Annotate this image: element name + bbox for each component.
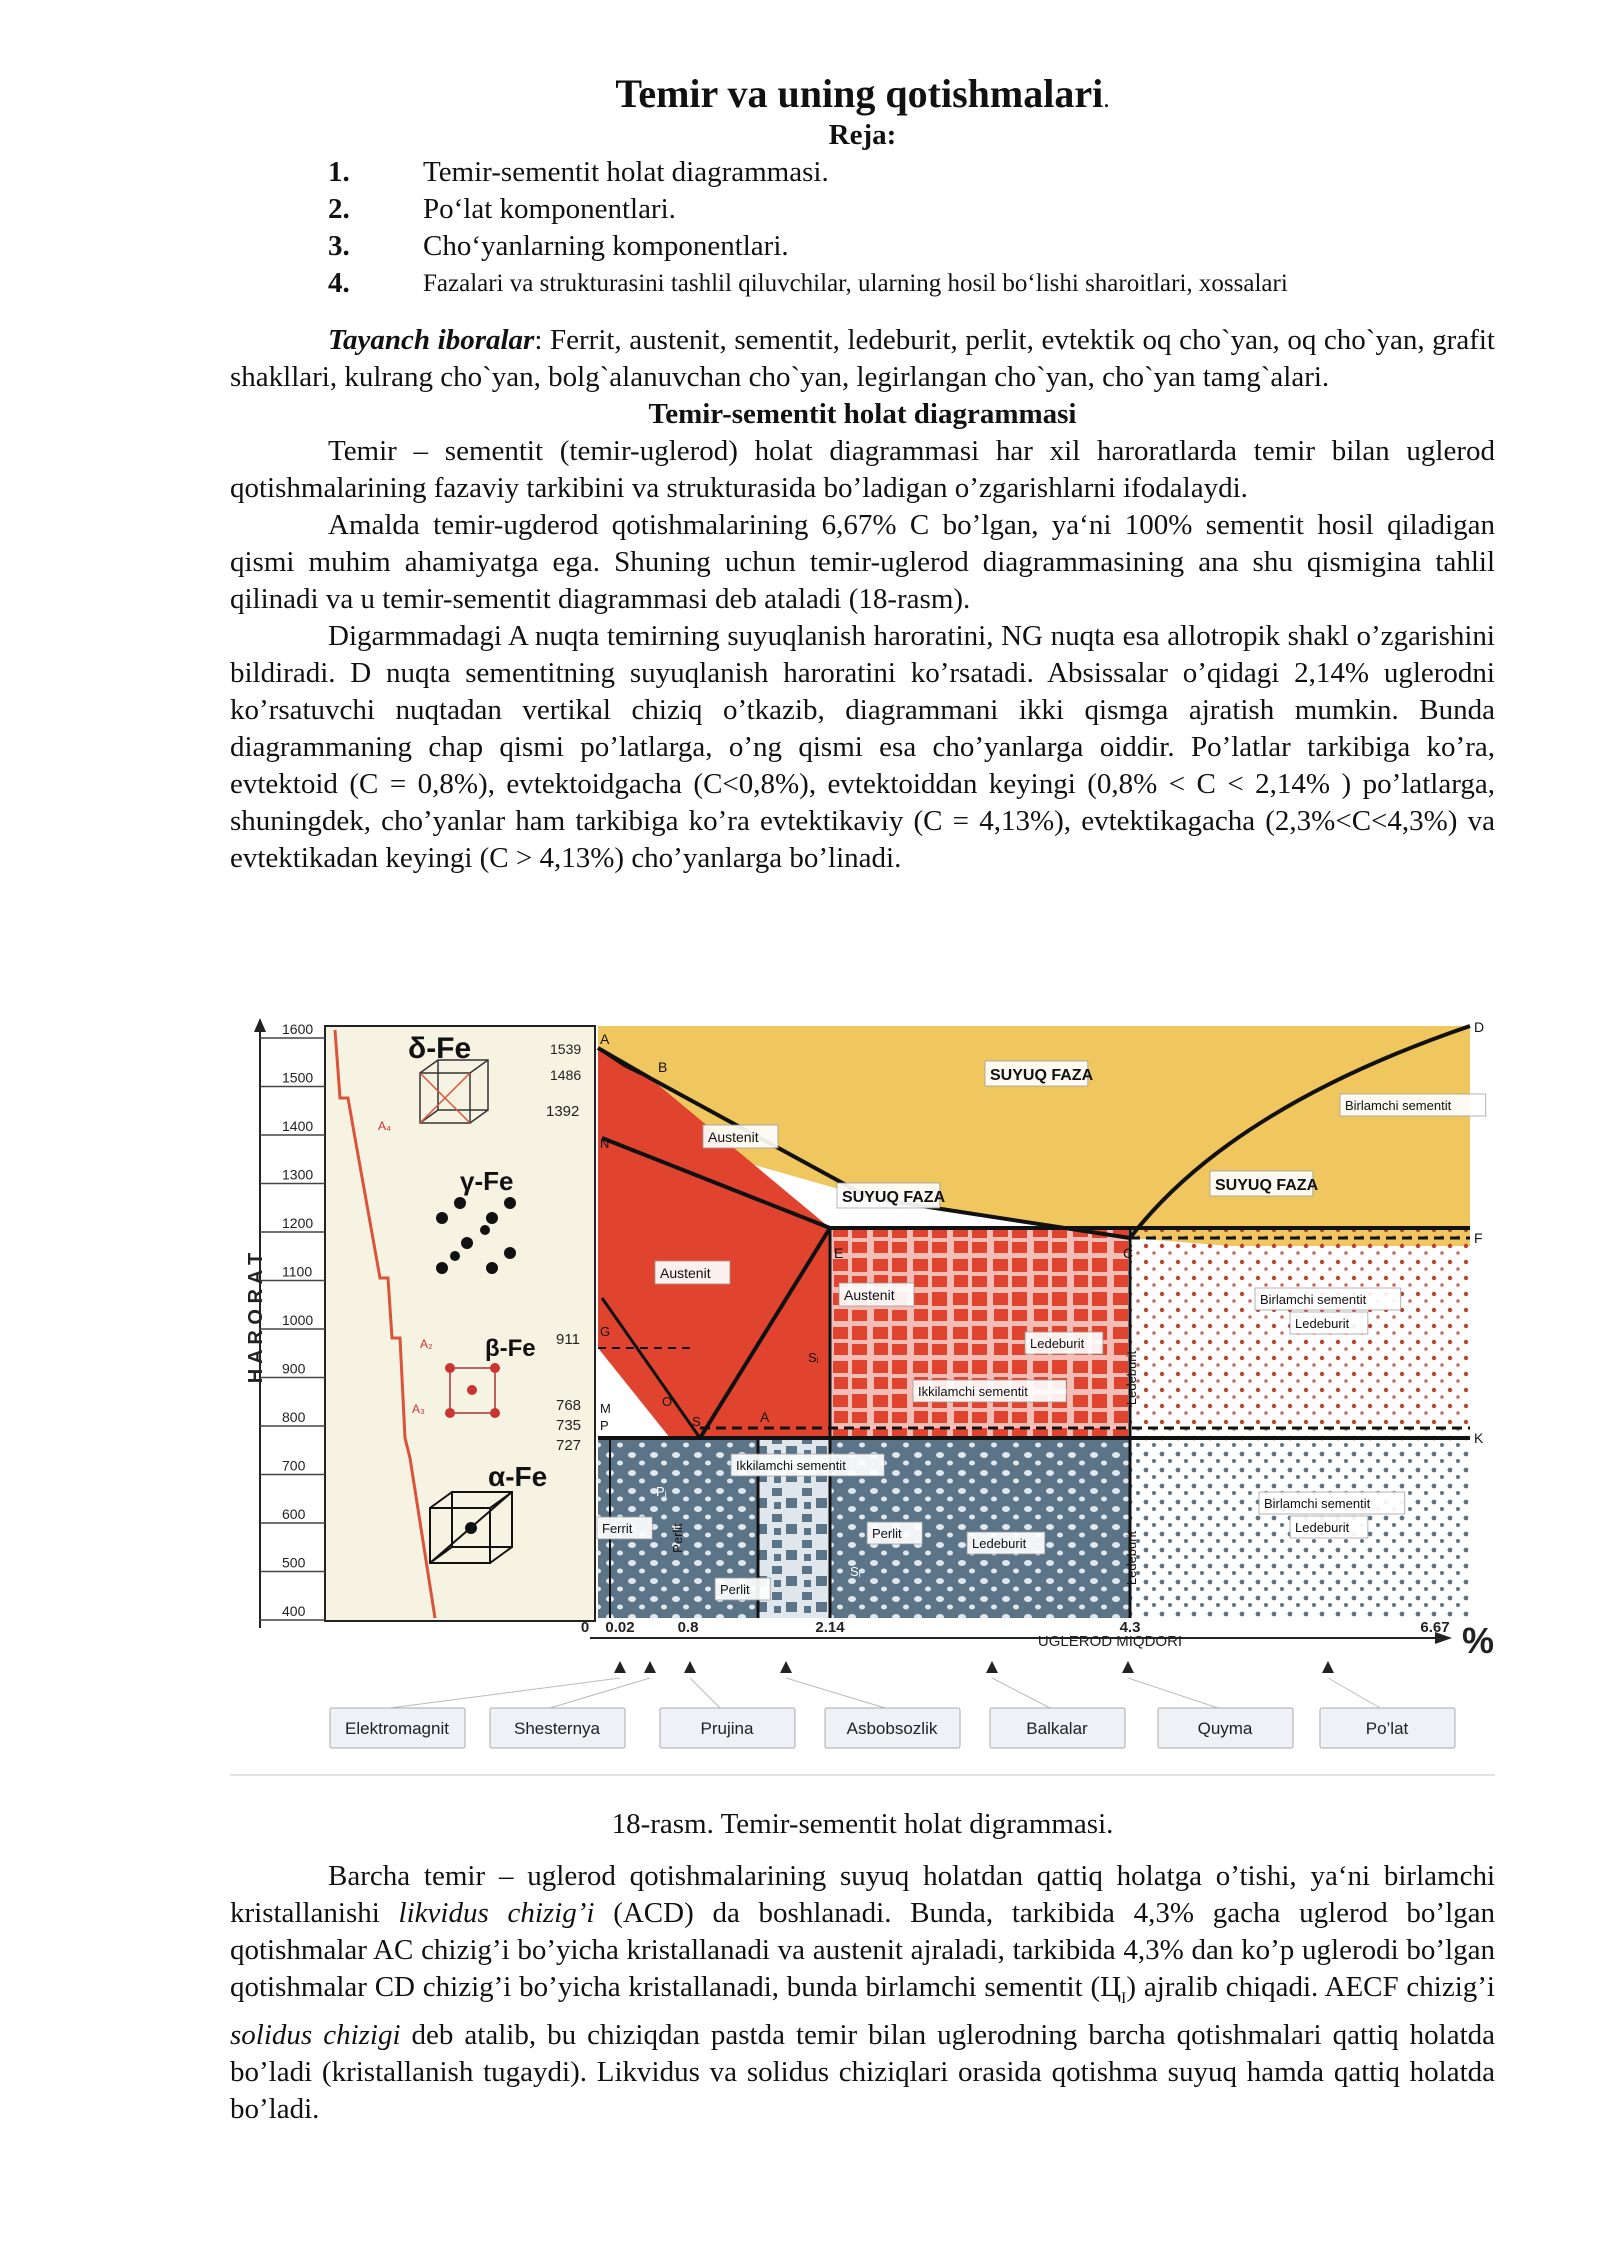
plan-item: 1. Temir-sementit holat diagrammasi.: [328, 156, 829, 188]
point-label: D: [1474, 1019, 1485, 1035]
x-axis-label: UGLEROD MIQDORI: [1037, 1633, 1183, 1650]
region-label-vertical: Perlit: [670, 1523, 685, 1553]
curve-label: A₃: [412, 1402, 425, 1416]
region-label: Ledeburit: [1295, 1316, 1350, 1331]
region-label: SUYUQ FAZA: [842, 1189, 946, 1206]
application-label: Quyma: [1197, 1719, 1253, 1738]
x-tick-label: 0.8: [677, 1619, 699, 1636]
document-page: [230, 70, 1495, 877]
application-label: Elektromagnit: [345, 1719, 449, 1738]
region-label: SUYUQ FAZA: [1215, 1177, 1319, 1194]
temperature-label: 735: [556, 1417, 582, 1434]
after-figure-text: [230, 1858, 1495, 2128]
point-label: F: [1474, 1230, 1483, 1246]
temperature-label: 911: [556, 1331, 580, 1348]
keywords-paragraph: Tayanch iboralar: Ferrit, austenit, sementit, ledeburit, perlit, evtektik oq cho`yan, oq cho`yan, grafit shakllari, kulrang cho`yan, bolg`alanuvchan cho`yan, legirlangan cho`yan, cho`yan tamg`alari.: [230, 324, 1495, 393]
point-label: S: [692, 1414, 701, 1429]
temperature-label: 1392: [546, 1103, 580, 1120]
region-label: Perlit: [720, 1582, 750, 1597]
region-label: SUYUQ FAZA: [990, 1067, 1094, 1084]
region-label: Birlamchi sementit: [1345, 1098, 1452, 1113]
curve-label: A₂: [420, 1337, 433, 1351]
phase-label: α-Fe: [488, 1461, 548, 1492]
y-tick-label: 400: [282, 1603, 306, 1619]
region-mark: Sᵢ: [808, 1350, 819, 1365]
section-title: Temir-sementit holat diagrammasi: [648, 398, 1077, 430]
paragraph: Barcha temir – uglerod qotishmalarining suyuq holatdan qattiq holatga o’tishi, ya‘ni birlamchi kristallanishi likvidus chizig’i (ACD) da boshlanadi. Bunda, tarkibida 4,3% gacha uglerod bo’lgan qotishmalar AC chizig’i bo’yicha kristallanadi va austenit ajraladi, tarkibida 4,3% dan ko’p uglerodi bo’lgan qotishmalar CD chizig’i bo’yicha kristallanadi, bunda birlamchi sementit $(Ц_I)$ ajralib chiqadi. AECF chizig’i solidus chizigi deb atalib, bu chiziqdan pastda temir bilan uglerodning barcha qotishmalari qattiq holatda bo’ladi (kristallanish tugaydi). Likvidus va solidus chiziqlari orasida qotishma suyuq hamda qattiq holatda bo’ladi.: [230, 1860, 1496, 2125]
point-label: C: [1123, 1245, 1134, 1261]
phase-label: β-Fe: [485, 1335, 536, 1362]
region-mark: A: [630, 1415, 640, 1431]
point-label: K: [1474, 1430, 1484, 1446]
axis-title: H A R O R A T: [245, 1252, 267, 1384]
phase-label: δ-Fe: [408, 1032, 472, 1065]
region-mark: F: [610, 1388, 618, 1403]
region-label: Ikkilamchi sementit: [736, 1458, 846, 1473]
y-tick-label: 800: [282, 1409, 306, 1425]
point-label: E: [834, 1245, 844, 1261]
region-mark: Sᵢ: [850, 1564, 861, 1579]
application-label: Shesternya: [514, 1719, 600, 1738]
temperature-label: 768: [556, 1397, 582, 1414]
document-title: Temir va uning qotishmalari.: [615, 71, 1110, 116]
paragraph: Digarmmadagi A nuqta temirning suyuqlanish haroratini, NG nuqta esa allotropik shakl o’zgarishini bildiradi. D nuqta sementitning suyuqlanish haroratini ko’rsatadi. Absissalar o’qidagi 2,14% uglerodni ko’rsatuvchi nuqtadan vertikal chiziq o’tkazib, diagrammani ikki qismga ajratish mumkin. Bunda diagrammaning chap qismi po’latlarga, o’ng qismi esa cho’yanlarga oiddir. Po’latlar tarkibiga ko’ra, evtektoid (C = 0,8%), evtektoidgacha (C<0,8%), evtektoiddan keyingi (0,8% < C < 2,14% ) po’latlarga, shuningdek, cho’yanlar ham tarkibiga ko’ra evtektikaviy (C = 4,13%), evtektikagacha (2,3%<C<4,3%) va evtektikadan keyingi (C > 4,13%) cho’yanlarga bo’linadi.: [230, 620, 1495, 874]
region-mark: A: [760, 1409, 770, 1425]
y-tick-label: 600: [282, 1506, 306, 1522]
point-label: M: [600, 1401, 611, 1416]
region-label: Perlit: [872, 1526, 902, 1541]
point-label: O: [662, 1394, 673, 1409]
region-label: Austenit: [708, 1129, 759, 1145]
point-label: P: [600, 1418, 609, 1433]
application-label: Balkalar: [1026, 1719, 1088, 1738]
plan-item: 4. Fazalari va strukturasini tashlil qiluvchilar, ularning hosil bo‘lishi sharoitlari, xossalari: [328, 267, 1288, 299]
region-label-vertical: Ledeburit: [1124, 1530, 1139, 1586]
region-label: Austenit: [660, 1265, 711, 1281]
iron-carbon-diagram-figure: [230, 1018, 1495, 1776]
y-tick-label: 900: [282, 1360, 306, 1377]
application-label: Po’lat: [1365, 1719, 1409, 1738]
application-label: Prujina: [700, 1719, 754, 1738]
region-label: Ferrit: [602, 1521, 633, 1536]
temperature-label: 1539: [550, 1041, 582, 1057]
y-tick-label: 1600: [282, 1021, 314, 1037]
phase-label: γ-Fe: [460, 1166, 514, 1196]
y-tick-label: 1000: [282, 1312, 314, 1328]
y-tick-label: 700: [282, 1457, 306, 1474]
region-label: Ledeburit: [1030, 1336, 1085, 1351]
x-tick-label: 0: [580, 1619, 590, 1636]
point-label: N: [600, 1136, 610, 1151]
plan-list: [230, 154, 1495, 302]
iron-carbon-diagram: [230, 1018, 1495, 1774]
region-label: Ledeburit: [1295, 1520, 1350, 1535]
application-label: Asbobsozlik: [846, 1719, 938, 1738]
point-label: A: [600, 1031, 610, 1047]
region-label: Ikkilamchi sementit: [918, 1384, 1028, 1399]
percent-sign: %: [1462, 1620, 1495, 1661]
region-label: Birlamchi sementit: [1264, 1496, 1371, 1511]
plan-item: 3. Cho‘yanlarning komponentlari.: [328, 230, 789, 262]
x-tick-label: 2.14: [815, 1619, 845, 1636]
point-label: G: [600, 1324, 611, 1339]
plan-item: 2. Po‘lat komponentlari.: [328, 193, 676, 225]
curve-label: A₄: [378, 1119, 391, 1133]
y-tick-label: 1300: [282, 1166, 314, 1183]
keywords-label: Tayanch iboralar: [328, 324, 535, 356]
y-tick-label: 1500: [282, 1069, 314, 1086]
plan-heading: Reja:: [828, 119, 897, 151]
y-tick-label: 500: [282, 1554, 306, 1571]
point-label: B: [658, 1059, 668, 1075]
x-tick-label: 6.67: [1420, 1619, 1450, 1636]
x-tick-label: 0.02: [605, 1619, 635, 1636]
region-label-vertical: Ledeburit: [1124, 1350, 1139, 1406]
temperature-label: 727: [556, 1437, 582, 1454]
region-label: Austenit: [844, 1287, 895, 1303]
paragraph: Amalda temir-ugderod qotishmalarining 6,67% C bo’lgan, ya‘ni 100% sementit hosil qiladigan qismi muhim ahamiyatga ega. Shuning uchun temir-uglerod diagrammasining ana shu qismigina tahlil qilinadi va u temir-sementit diagrammasi deb ataladi (18-rasm).: [230, 509, 1495, 615]
temperature-label: 1486: [550, 1067, 582, 1083]
y-tick-label: 1100: [282, 1263, 313, 1280]
y-tick-label: 1200: [282, 1215, 314, 1231]
figure-caption: 18-rasm. Temir-sementit holat digrammasi.: [611, 1808, 1114, 1840]
region-mark: Pᵢ: [656, 1484, 667, 1499]
region-label: Birlamchi sementit: [1260, 1292, 1367, 1307]
x-tick-label: 4.3: [1119, 1619, 1141, 1636]
region-label: Ledeburit: [972, 1536, 1027, 1551]
paragraph: Temir – sementit (temir-uglerod) holat diagrammasi har xil haroratlarda temir bilan uglerod qotishmalarining fazaviy tarkibini va strukturasida bo’ladigan o’zgarishlarni ifodalaydi.: [230, 435, 1495, 504]
y-tick-label: 1400: [282, 1118, 314, 1134]
